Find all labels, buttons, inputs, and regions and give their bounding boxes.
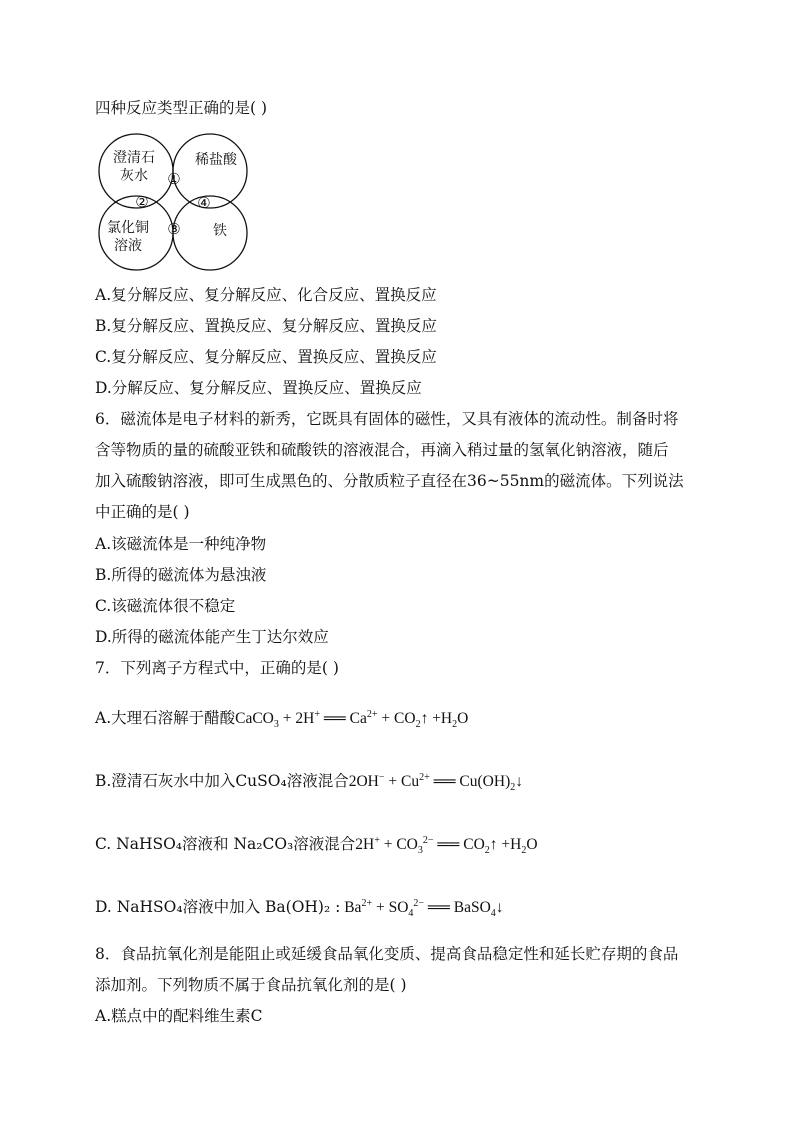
venn-diagram (98, 133, 256, 273)
q5-option-d: D.分解反应、复分解反应、置换反应、置换反应 (95, 379, 422, 397)
q6-option-d: D.所得的磁流体能产生丁达尔效应 (95, 628, 329, 646)
mark-1: ① (167, 170, 181, 188)
q7-c-prefix: C. NaHSO₄溶液和 Na₂CO₃溶液混合 (95, 835, 356, 854)
q7-option-b (95, 768, 523, 798)
q7-option-a (95, 705, 468, 735)
label-hydrochloric-acid: 稀盐酸 (195, 152, 237, 168)
mark-4: ④ (197, 194, 211, 212)
q6-option-c: C.该磁流体很不稳定 (95, 597, 236, 615)
q7-option-d (95, 894, 504, 924)
label-limewater-2: 灰水 (120, 168, 148, 184)
q6-line-3: 加入硫酸钠溶液，即可生成黑色的、分散质粒子直径在36~55nm的磁流体。下列说法 (95, 472, 684, 490)
q6-line-1: 6．磁流体是电子材料的新秀，它既具有固体的磁性，又具有液体的流动性。制备时将 (95, 410, 679, 428)
q7-d-prefix: D. NaHSO₄溶液中加入 Ba(OH)₂ : (95, 898, 341, 917)
label-iron: 铁 (213, 223, 227, 239)
q7-a-equation: CaCO$_3$ + 2H+ ══ $Ca^{2+}$ + $CO_2↑ +H_2O$ (235, 709, 469, 731)
q7-a-prefix: A.大理石溶解于醋酸 (95, 709, 236, 728)
q5-stem-tail: 四种反应类型正确的是( ) (95, 99, 268, 117)
q7-b-equation: $2OH^- + Cu^{2+}$ ══ $Cu(OH)_2↓$ (348, 772, 523, 794)
q5-option-b: B.复分解反应、置换反应、复分解反应、置换反应 (95, 317, 437, 335)
q7-option-c (95, 831, 538, 861)
q5-option-a: A.复分解反应、复分解反应、化合反应、置换反应 (95, 286, 437, 304)
q7-d-equation: $Ba^{2+} + SO_4^{2-}$ ══ BaSO$_4$↓ (340, 898, 504, 920)
q8-option-a: A.糕点中的配料维生素C (95, 1007, 263, 1025)
q8-line-1: 8．食品抗氧化剂是能阻止或延缓食品氧化变质、提高食品稳定性和延长贮存期的食品 (95, 945, 679, 963)
mark-3: ③ (167, 220, 181, 238)
label-copper-chloride-1: 氯化铜 (107, 220, 149, 236)
q6-option-a: A.该磁流体是一种纯净物 (95, 535, 267, 553)
label-copper-chloride-2: 溶液 (114, 238, 142, 254)
mark-2: ② (135, 193, 149, 211)
label-limewater-1: 澄清石 (113, 150, 155, 166)
q6-line-2: 含等物质的量的硫酸亚铁和硫酸铁的溶液混合，再滴入稍过量的氢氧化钠溶液，随后 (95, 441, 669, 459)
q7-stem: 7．下列离子方程式中，正确的是( ) (95, 659, 339, 677)
q6-line-4: 中正确的是( ) (95, 503, 190, 521)
q8-line-2: 添加剂。下列物质不属于食品抗氧化剂的是( ) (95, 976, 407, 994)
q7-b-prefix: B.澄清石灰水中加入CuSO₄溶液混合 (95, 772, 349, 791)
q5-option-c: C.复分解反应、复分解反应、置换反应、置换反应 (95, 348, 437, 366)
q6-option-b: B.所得的磁流体为悬浊液 (95, 566, 267, 584)
q7-c-equation: $2H^+ + CO_3^{2-}$ ══ $CO_2↑ +H_2O$ (355, 835, 538, 857)
